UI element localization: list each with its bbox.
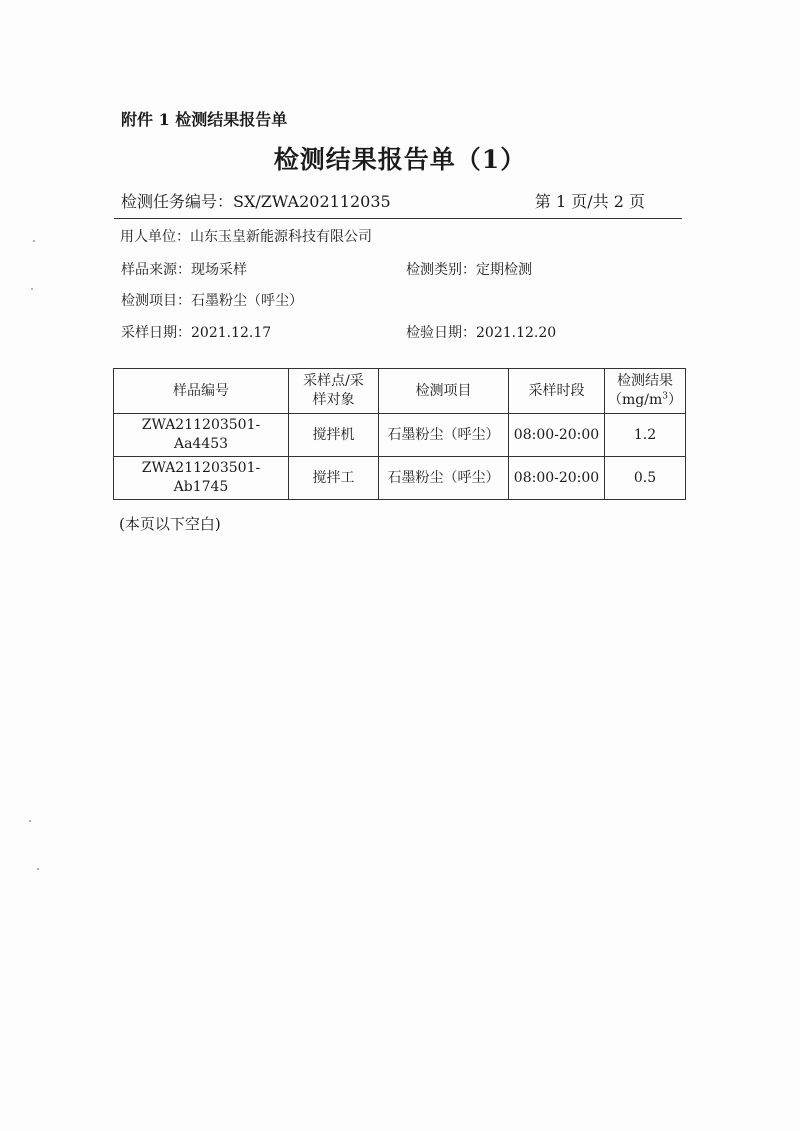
header-result-unit: $(mg/m^3)$ bbox=[608, 391, 682, 409]
source-label: 样品来源： bbox=[121, 262, 191, 278]
header-sample-id: 样品编号 bbox=[114, 369, 289, 414]
test-date-value: 2021.12.20 bbox=[476, 325, 557, 341]
table-row bbox=[114, 414, 686, 457]
results-table bbox=[113, 368, 686, 500]
cell-test-item: 石墨粉尘（呼尘） bbox=[379, 414, 509, 457]
page-info: 第 1 页/共 2 页 bbox=[534, 192, 645, 211]
item-value: 石墨粉尘（呼尘） bbox=[191, 293, 303, 309]
scan-speck bbox=[37, 868, 39, 870]
category-label: 检测类别： bbox=[406, 262, 476, 278]
header-divider bbox=[114, 218, 682, 219]
page-title: 检测结果报告单（1） bbox=[273, 145, 527, 174]
cell-sample-id: ZWA211203501-Ab1745 bbox=[114, 457, 289, 500]
client-label: 用人单位： bbox=[120, 229, 190, 245]
sampling-date-field bbox=[121, 322, 271, 342]
test-date-label: 检验日期： bbox=[406, 325, 476, 341]
item-field bbox=[121, 290, 303, 310]
attachment-label: 附件 1 检测结果报告单 bbox=[121, 110, 288, 129]
item-label: 检测项目： bbox=[121, 293, 191, 309]
cell-result: 1.2 bbox=[605, 414, 686, 457]
test-date-field bbox=[406, 322, 556, 342]
cell-test-item: 石墨粉尘（呼尘） bbox=[379, 457, 509, 500]
header-point-line2: 样对象 bbox=[312, 392, 355, 408]
client-field bbox=[120, 226, 372, 246]
sampling-date-label: 采样日期： bbox=[121, 325, 191, 341]
category-field bbox=[406, 259, 532, 279]
header-sampling-period: 采样时段 bbox=[509, 369, 605, 414]
source-field bbox=[121, 259, 247, 279]
table-header-row bbox=[114, 369, 686, 414]
task-number-label: 检测任务编号： bbox=[121, 192, 234, 211]
cell-sample-id: ZWA211203501-Aa4453 bbox=[114, 414, 289, 457]
cell-sampling-period: 08:00-20:00 bbox=[509, 457, 605, 500]
header-test-item: 检测项目 bbox=[379, 369, 509, 414]
cell-sampling-point: 搅拌工 bbox=[289, 457, 379, 500]
task-number: SX/ZWA202112035 bbox=[233, 192, 391, 211]
scan-speck bbox=[29, 820, 31, 822]
scan-speck bbox=[33, 240, 35, 242]
sampling-date-value: 2021.12.17 bbox=[191, 325, 272, 341]
header-result bbox=[605, 369, 686, 414]
scan-speck bbox=[31, 288, 33, 290]
category-value: 定期检测 bbox=[476, 262, 532, 278]
source-value: 现场采样 bbox=[191, 262, 247, 278]
cell-sampling-point: 搅拌机 bbox=[289, 414, 379, 457]
task-info-row bbox=[121, 189, 645, 212]
blank-page-note: (本页以下空白) bbox=[119, 515, 221, 533]
header-point-line1: 采样点/采 bbox=[303, 373, 364, 390]
header-result-line1: 检测结果 bbox=[617, 372, 673, 389]
table-row bbox=[114, 457, 686, 500]
cell-sampling-period: 08:00-20:00 bbox=[509, 414, 605, 457]
header-sampling-point bbox=[289, 369, 379, 414]
cell-result: 0.5 bbox=[605, 457, 686, 500]
client-value: 山东玉皇新能源科技有限公司 bbox=[190, 229, 372, 245]
